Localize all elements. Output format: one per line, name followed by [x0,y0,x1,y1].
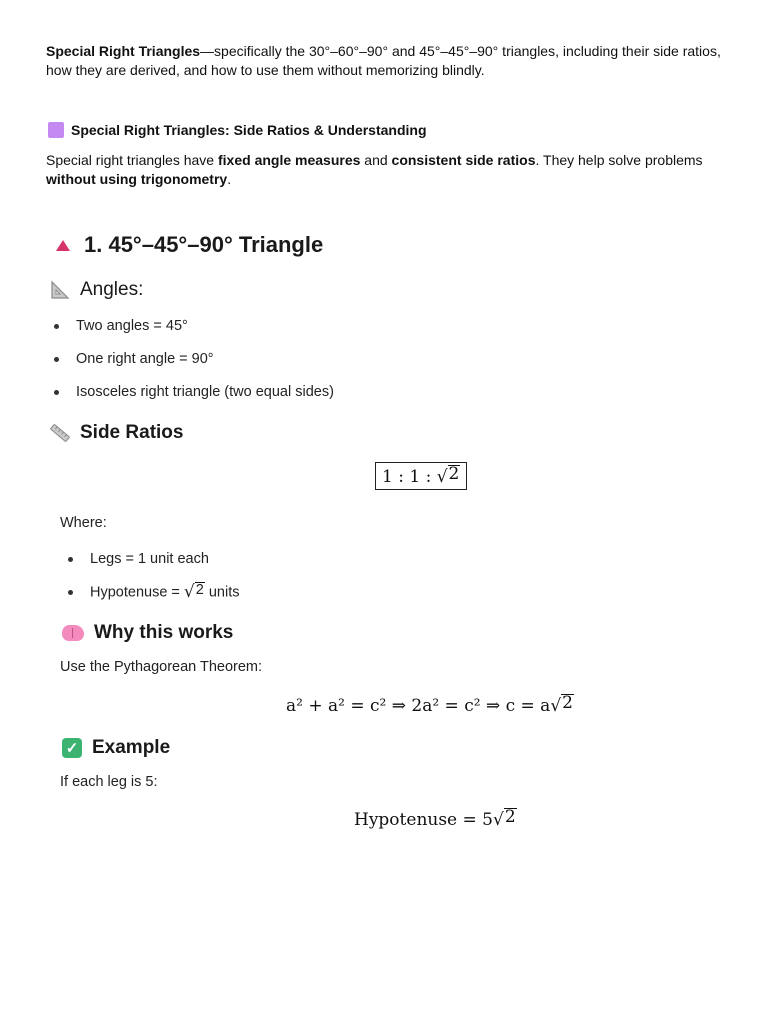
angles-title: Angles: [80,279,144,300]
triangle-heading [56,232,323,258]
triangular-ruler-icon [50,280,70,300]
section-description [46,151,726,189]
radicand: 2 [504,807,516,827]
angles-heading [50,279,143,301]
side-ratios-heading [50,422,183,444]
section-heading [48,122,427,138]
list-item: Isosceles right triangle (two equal sides) [50,382,334,415]
example-title: Example [92,737,171,758]
why-heading [62,622,233,644]
purple-square-icon [48,122,64,138]
radicand: 2 [195,582,204,598]
formula-prefix: a² + a² = c² ⇒ 2a² = c² ⇒ c = a [286,696,551,716]
example-formula [354,808,517,830]
example-text: If each leg is 5: [60,774,158,790]
why-title: Why this works [94,622,234,643]
brain-icon [62,625,84,641]
sqrt-symbol: √ 2 [436,464,460,487]
desc-text: . They help solve problems [535,152,703,168]
intro-bold: Special Right Triangles [46,43,201,59]
sqrt-symbol: √ 2 [550,693,573,716]
hyp-suffix: units [204,584,240,601]
list-item: Legs = 1 unit each [64,549,240,582]
hyp-prefix: Hypotenuse = [90,584,184,601]
list-item: Two angles = 45° [50,316,334,349]
check-mark-icon: ✓ [62,738,82,758]
angles-list [50,316,334,415]
list-item [64,582,240,615]
desc-bold: without using trigonometry [46,171,228,187]
triangle-heading-text: 1. 45°–45°–90° Triangle [84,232,324,257]
pythagorean-formula [286,694,574,716]
side-ratio-list [64,549,240,615]
example-heading [62,737,170,759]
where-label: Where: [60,515,107,531]
radicand: 2 [448,464,460,484]
red-triangle-icon [56,240,70,251]
sqrt-symbol: √ 2 [183,581,204,602]
sqrt-symbol: √ 2 [493,807,516,830]
intro-paragraph [46,42,736,80]
desc-bold: fixed angle measures [218,152,361,168]
desc-text: Special right triangles have [46,152,218,168]
radicand: 2 [562,693,573,713]
list-item: One right angle = 90° [50,349,334,382]
side-ratio-formula [375,462,467,490]
formula-prefix: Hypotenuse = 5 [354,810,493,830]
desc-text: . [227,171,232,187]
desc-text: and [360,152,392,168]
ruler-icon [50,423,70,443]
section-title: Special Right Triangles: Side Ratios & Understanding [71,122,427,138]
why-text: Use the Pythagorean Theorem: [60,659,263,675]
side-ratios-title: Side Ratios [80,422,184,443]
desc-bold: consistent side ratios [391,152,536,168]
ratio-prefix: 1 : 1 : [382,467,437,487]
intro-rest: —specifically the 30°–60°–90° and 45°–45°–90° triangles, including their side ratios, how they are derived, and how to use them without memorizing blindly. [46,43,721,78]
